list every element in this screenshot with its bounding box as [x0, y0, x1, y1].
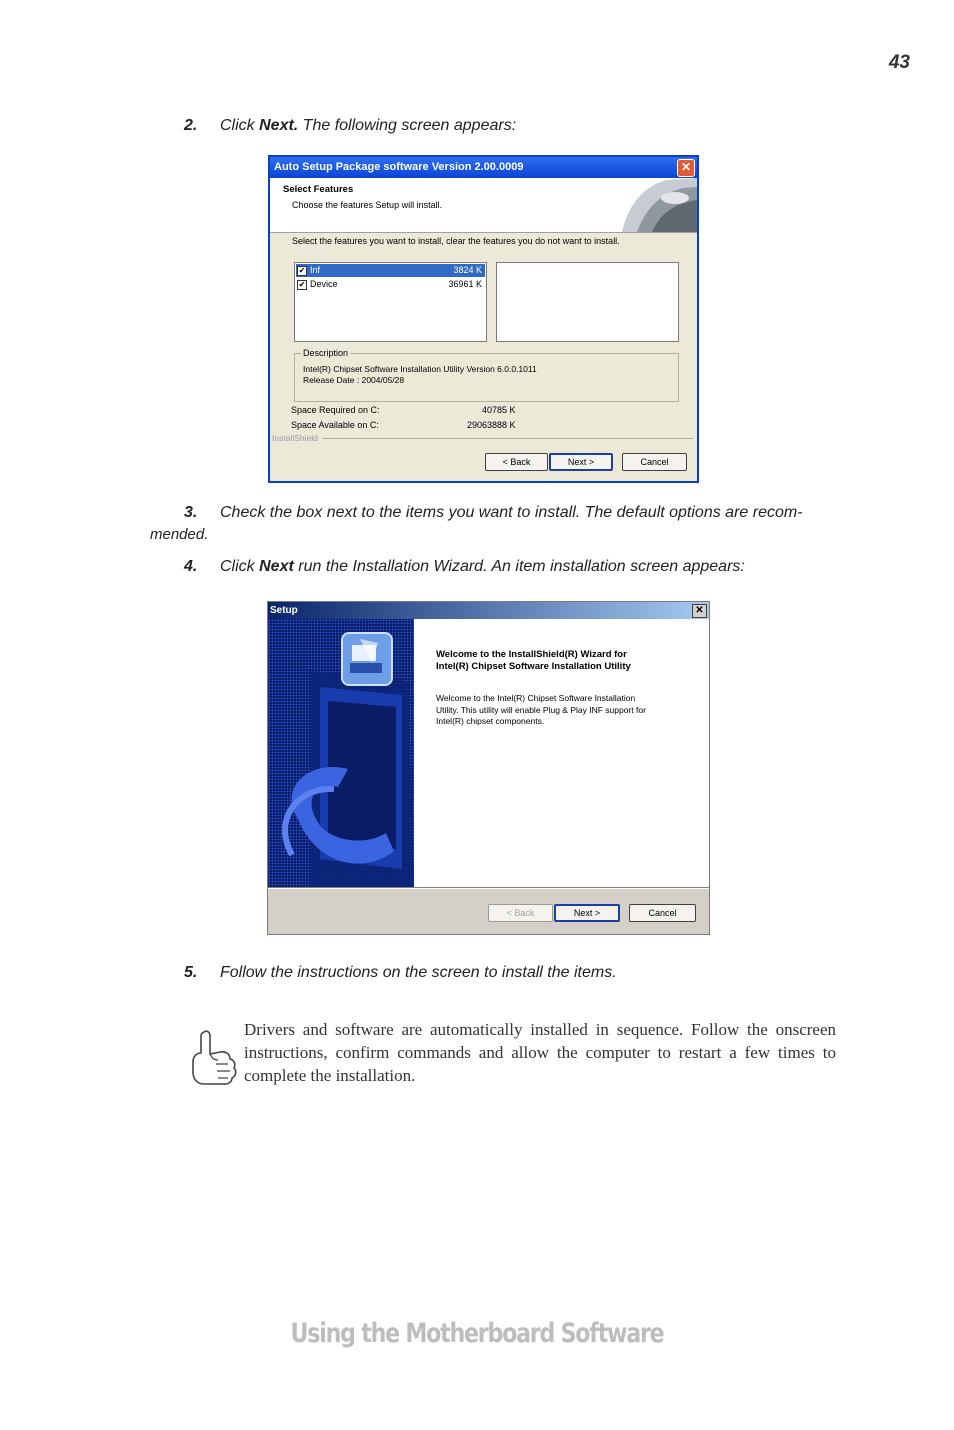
wizard-content [414, 619, 709, 887]
space-available-value: 29063888 K [467, 420, 516, 430]
dialog-title-bar [268, 602, 709, 619]
step-4 [184, 558, 745, 576]
step-text: Click [220, 117, 260, 134]
step-text: run the Installation Wizard. An item installation screen appears: [293, 558, 745, 575]
feature-name: Inf [310, 265, 321, 275]
feature-tree[interactable] [294, 262, 487, 342]
divider [268, 887, 709, 889]
pointing-hand-icon [190, 1028, 240, 1086]
instruction-text: Select the features you want to install, clear the features you do not want to install. [292, 236, 620, 246]
cancel-button[interactable]: Cancel [629, 904, 696, 922]
step-text: The following screen appears: [298, 117, 517, 134]
installshield-brand: InstallShield [272, 433, 318, 443]
description-line: Intel(R) Chipset Software Installation Utility Version 6.0.0.1011 [303, 364, 537, 374]
select-features-dialog [268, 155, 699, 483]
setup-wizard-dialog [267, 601, 710, 935]
feature-size: 36961 K [448, 279, 482, 289]
header-title: Select Features [283, 184, 354, 195]
step-2 [184, 117, 516, 135]
step-bold: Next [259, 558, 294, 575]
welcome-heading [436, 649, 631, 673]
feature-checkbox[interactable]: ✔ [298, 280, 306, 289]
page-number: 43 [888, 52, 910, 73]
welcome-body-line: Utility. This utility will enable Plug & Play INF support for [436, 704, 646, 715]
step-text: Follow the instructions on the screen to install the items. [220, 964, 617, 981]
feature-detail-panel [496, 262, 679, 342]
feature-size: 3824 K [453, 265, 482, 275]
space-required-label: Space Required on C: [291, 405, 380, 415]
close-icon[interactable]: ✕ [677, 159, 695, 177]
next-button[interactable]: Next > [554, 904, 620, 922]
step-5 [184, 964, 617, 982]
description-legend: Description [303, 348, 349, 358]
space-available-label: Space Available on C: [291, 420, 379, 430]
dialog-header [270, 178, 697, 233]
wizard-side-image [268, 619, 414, 887]
feature-item-device[interactable] [296, 278, 485, 291]
step-number: 4. [184, 558, 198, 575]
step-3 [184, 504, 803, 522]
step-3-continued: mended. [150, 526, 209, 543]
cancel-button[interactable]: Cancel [622, 453, 687, 471]
step-text: Check the box next to the items you want to install. The default options are recom- [220, 504, 803, 521]
feature-item-inf[interactable] [296, 264, 485, 277]
installshield-graphic-icon [268, 619, 414, 887]
welcome-body-line: Intel(R) chipset components. [436, 716, 545, 726]
back-button[interactable]: < Back [488, 904, 553, 922]
welcome-heading-line: Intel(R) Chipset Software Installation Utility [436, 661, 631, 672]
step-text: Click [220, 558, 260, 575]
installshield-art-icon [597, 178, 697, 232]
divider [322, 438, 693, 439]
note-text: Drivers and software are automatically installed in sequence. Follow the onscreen instructions, confirm commands and allow the computer to restart a few times to complete the installation. [244, 1020, 836, 1085]
step-bold: Next. [259, 117, 299, 134]
dialog-title: Auto Setup Package software Version 2.00.0009 [274, 161, 524, 173]
step-number: 2. [184, 117, 198, 134]
welcome-heading-line: Welcome to the InstallShield(R) Wizard for [436, 649, 627, 660]
step-number: 5. [184, 964, 198, 981]
welcome-body [436, 693, 646, 728]
feature-checkbox[interactable]: ✔ [298, 266, 306, 275]
dialog-title-bar [270, 157, 697, 178]
dialog-title: Setup [270, 605, 298, 616]
close-icon[interactable]: ✕ [692, 604, 707, 618]
description-line: Release Date : 2004/05/28 [303, 375, 405, 385]
description-group [294, 348, 679, 402]
back-button[interactable]: < Back [485, 453, 548, 471]
feature-name: Device [310, 279, 338, 289]
space-required-value: 40785 K [482, 405, 516, 415]
welcome-body-line: Welcome to the Intel(R) Chipset Software Installation [436, 693, 636, 703]
footer-title: Using the Motherboard Software [290, 1318, 664, 1349]
step-number: 3. [184, 504, 198, 521]
next-button[interactable]: Next > [549, 453, 613, 471]
header-subtitle: Choose the features Setup will install. [292, 200, 443, 210]
